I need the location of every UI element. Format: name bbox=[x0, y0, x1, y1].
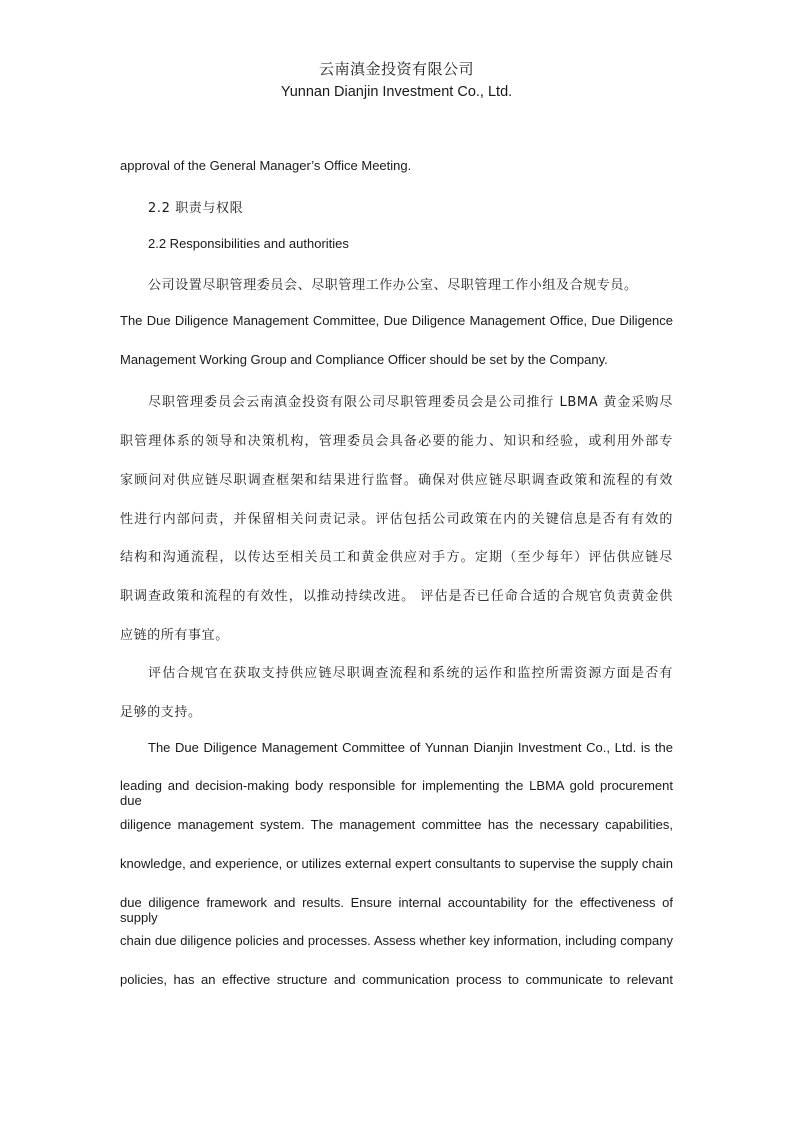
body-line: policies, has an effective structure and communication process to communicate to relevant bbox=[120, 972, 673, 987]
page-header bbox=[0, 58, 793, 103]
body-line: 职调查政策和流程的有效性，以推动持续改进。 评估是否已任命合适的合规官负责黄金供 bbox=[120, 589, 673, 604]
body-line: 足够的支持。 bbox=[120, 705, 202, 720]
body-line: 尽职管理委员会云南滇金投资有限公司尽职管理委员会是公司推行 LBMA 黄金采购尽 bbox=[148, 395, 673, 410]
body-line: 评估合规官在获取支持供应链尽职调查流程和系统的运作和监控所需资源方面是否有 bbox=[148, 666, 673, 681]
body-line: 职管理体系的领导和决策机构，管理委员会具备必要的能力、知识和经验，或利用外部专 bbox=[120, 434, 673, 449]
body-line: 结构和沟通流程，以传达至相关员工和黄金供应对手方。定期（至少每年）评估供应链尽 bbox=[120, 550, 673, 565]
body-line: approval of the General Manager’s Office Meeting. bbox=[120, 158, 412, 173]
body-line: leading and decision-making body responsible for implementing the LBMA gold procurement due bbox=[120, 778, 673, 808]
body-line: The Due Diligence Management Committee of Yunnan Dianjin Investment Co., Ltd. is the bbox=[148, 740, 673, 755]
company-name-english: Yunnan Dianjin Investment Co., Ltd. bbox=[280, 84, 513, 100]
company-name-chinese: 云南滇金投资有限公司 bbox=[318, 60, 474, 78]
body-line: knowledge, and experience, or utilizes external expert consultants to supervise the supply chain bbox=[120, 856, 673, 871]
body-line: due diligence framework and results. Ensure internal accountability for the effectiveness of supply bbox=[120, 895, 673, 925]
body-line: diligence management system. The management committee has the necessary capabilities, bbox=[120, 817, 673, 832]
body-line: 性进行内部问责，并保留相关问责记录。评估包括公司政策在内的关键信息是否有有效的 bbox=[120, 512, 673, 527]
body-line: chain due diligence policies and processes. Assess whether key information, including company bbox=[120, 933, 673, 948]
body-line: 家顾问对供应链尽职调查框架和结果进行监督。确保对供应链尽职调查政策和流程的有效 bbox=[120, 473, 673, 488]
body-line: 应链的所有事宜。 bbox=[120, 628, 229, 643]
body-line: The Due Diligence Management Committee, Due Diligence Management Office, Due Diligence bbox=[120, 313, 673, 328]
section-heading-english: 2.2 Responsibilities and authorities bbox=[148, 236, 349, 251]
section-heading-chinese: 2.2 职责与权限 bbox=[148, 201, 244, 216]
body-line: 公司设置尽职管理委员会、尽职管理工作办公室、尽职管理工作小组及合规专员。 bbox=[148, 278, 638, 293]
body-line: Management Working Group and Compliance Officer should be set by the Company. bbox=[120, 352, 608, 367]
